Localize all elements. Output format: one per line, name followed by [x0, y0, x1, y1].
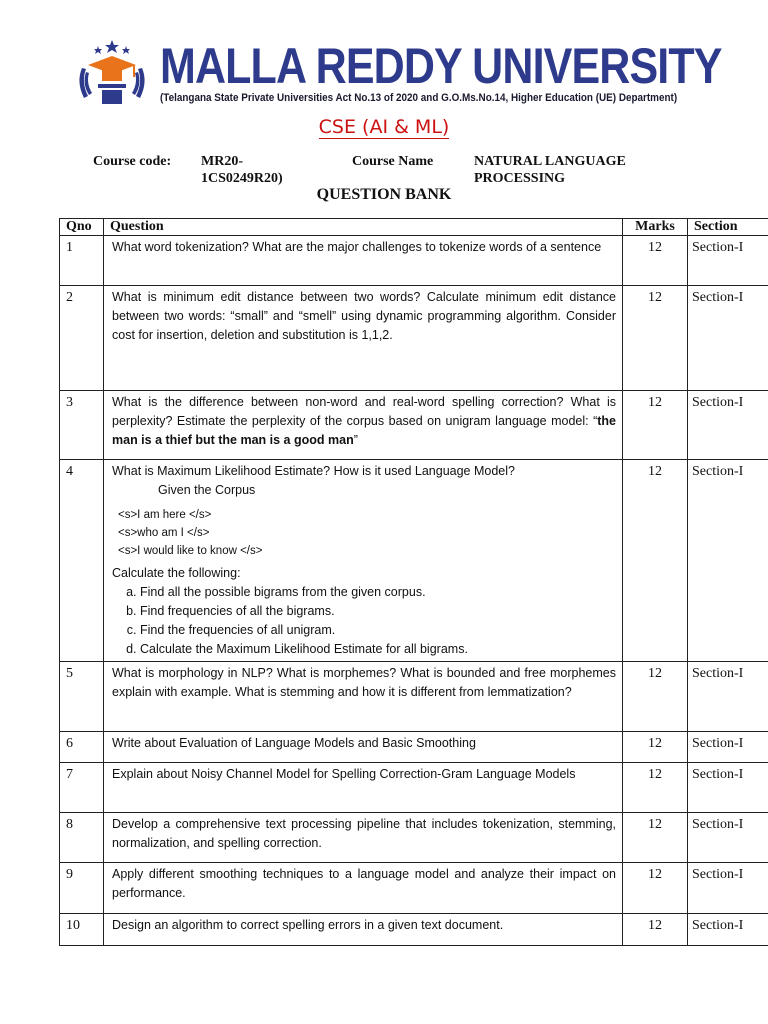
table-header-row — [60, 219, 768, 236]
question-text: Write about Evaluation of Language Models and Basic Smoothing — [104, 732, 623, 763]
question-text: What is minimum edit distance between two words? Calculate minimum edit distance between two words: “small” and “smell” using dynamic programming algorithm. Consider cost for insertion, deletion and substitution is 1,1,2. — [104, 286, 623, 391]
table-row: 4 What is Maximum Likelihood Estimate? How is it used Language Model? Given the Corpus <s>I am here </s> <s>who am I </s> <s>I would like to know </s> Calculate the following: a. Find all the possible bigrams from the given corpus. b. Find frequencies of all the bigrams. c. Find the frequencies of all unigram. d. Calculate the Maximum Likelihood Estimate for all bigrams. 12 Section-I — [60, 460, 768, 662]
university-header — [72, 38, 722, 110]
course-name-label: Course Name — [352, 154, 434, 169]
department-title: CSE (AI & ML) — [318, 116, 450, 138]
course-code-label: Course code: — [93, 154, 172, 169]
university-subtitle: (Telangana State Private Universities Act No.13 of 2020 and G.O.Ms.No.14, Higher Education (UE) Department) — [160, 92, 678, 104]
university-name: MALLA REDDY UNIVERSITY — [160, 38, 722, 94]
header-section: Section — [688, 219, 768, 236]
table-row: 1 What word tokenization? What are the major challenges to tokenize words of a sentence 12 Section-I — [60, 236, 768, 286]
question-text: Develop a comprehensive text processing pipeline that includes tokenization, stemming, normalization, and spelling correction. — [104, 813, 623, 863]
list-item: d. Calculate the Maximum Likelihood Estimate for all bigrams. — [140, 640, 616, 659]
question-table — [59, 218, 768, 946]
header-qno: Qno — [60, 219, 104, 236]
sub-question-list — [112, 583, 616, 659]
list-item: c. Find the frequencies of all unigram. — [140, 621, 616, 640]
course-code-value: MR20- 1CS0249R20) — [201, 154, 283, 186]
table-row: 9 Apply different smoothing techniques to a language model and analyze their impact on performance. 12 Section-I — [60, 863, 768, 914]
question-text: Explain about Noisy Channel Model for Spelling Correction-Gram Language Models — [104, 763, 623, 813]
question-text: Apply different smoothing techniques to a language model and analyze their impact on performance. — [104, 863, 623, 914]
corpus-block: <s>I am here </s> <s>who am I </s> <s>I would like to know </s> — [118, 509, 263, 557]
question-text: What word tokenization? What are the major challenges to tokenize words of a sentence — [104, 236, 623, 286]
question-text: Design an algorithm to correct spelling errors in a given text document. — [104, 914, 623, 946]
question-text: What is the difference between non-word and real-word spelling correction? What is perplexity? Estimate the perplexity of the corpus based on unigram language model: “the man is a thief but the man is a good man” — [104, 391, 623, 460]
table-row: 7 Explain about Noisy Channel Model for Spelling Correction-Gram Language Models 12 Section-I — [60, 763, 768, 813]
table-row: 6 Write about Evaluation of Language Models and Basic Smoothing 12 Section-I — [60, 732, 768, 763]
table-row: 2 What is minimum edit distance between two words? Calculate minimum edit distance between two words: “small” and “smell” using dynamic programming algorithm. Consider cost for insertion, deletion and substitution is 1,1,2. 12 Section-I — [60, 286, 768, 391]
table-row: 8 Develop a comprehensive text processing pipeline that includes tokenization, stemming, normalization, and spelling correction. 12 Section-I — [60, 813, 768, 863]
question-text: What is Maximum Likelihood Estimate? How is it used Language Model? Given the Corpus <s>I am here </s> <s>who am I </s> <s>I would like to know </s> Calculate the following: a. Find all the possible bigrams from the given corpus. b. Find frequencies of all the bigrams. c. Find the frequencies of all unigram. d. Calculate the Maximum Likelihood Estimate for all bigrams. — [104, 460, 623, 662]
table-row: 10 Design an algorithm to correct spelling errors in a given text document. 12 Section-I — [60, 914, 768, 946]
course-name-value: NATURAL LANGUAGE PROCESSING — [474, 154, 626, 186]
list-item: a. Find all the possible bigrams from the given corpus. — [140, 583, 616, 602]
university-logo-icon — [72, 38, 152, 110]
header-marks: Marks — [623, 219, 688, 236]
table-row: 3 What is the difference between non-word and real-word spelling correction? What is perplexity? Estimate the perplexity of the corpus based on unigram language model: “the man is a thief but the man is a good man” 12 Section-I — [60, 391, 768, 460]
question-text: What is morphology in NLP? What is morphemes? What is bounded and free morphemes explain with example. What is stemming and how it is different from lemmatization? — [104, 662, 623, 732]
table-row: 5 What is morphology in NLP? What is morphemes? What is bounded and free morphemes explain with example. What is stemming and how it is different from lemmatization? 12 Section-I — [60, 662, 768, 732]
question-bank-title: QUESTION BANK — [316, 186, 452, 203]
list-item: b. Find frequencies of all the bigrams. — [140, 602, 616, 621]
header-question: Question — [104, 219, 623, 236]
